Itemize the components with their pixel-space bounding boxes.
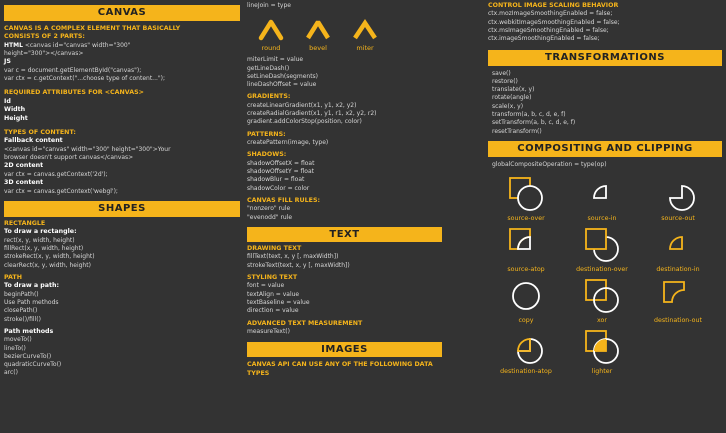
path-method-quadratic: quadraticCurveTo() [4,361,62,369]
transform-reset: resetTransform() [492,127,542,135]
transform-rotate: rotate(angle) [492,94,532,102]
textbaseline-line: textBaseline = value [247,299,310,307]
html-label: HTML [4,41,23,49]
join-round [253,16,289,52]
destination-in-label: destination-in [656,266,700,274]
transform-settransform: setTransform(a, b, c, d, e, f) [492,119,576,127]
path-methods-label: Path methods [4,327,54,335]
pattern-create: createPattern(image, type) [247,139,329,147]
images-intro-line1: CANVAS API CAN USE ANY OF THE FOLLOWING DATA [247,361,433,369]
round-join-icon [256,16,286,42]
source-atop-icon [507,226,545,264]
path-step-close: closePath() [4,307,38,315]
rectangle-title: RECTANGLE [4,219,46,227]
drawing-text-title: DRAWING TEXT [247,245,302,253]
direction-line: direction = value [247,307,299,315]
op-destination-out [640,277,716,324]
rectangle-label: To draw a rectangle: [4,228,77,236]
path-step-begin: beginPath() [4,290,39,298]
source-over-label: source-over [507,215,545,223]
path-method-bezier: bezierCurveTo() [4,352,52,360]
fallback-line1: <canvas id="canvas" width="300" height="300">Your [4,145,171,153]
linejoin-line: lineJoin = type [247,2,291,9]
strokerect-method: strokeRect(x, y, width, height) [4,253,95,261]
join-miter [347,16,383,52]
destination-over-label: destination-over [576,266,628,274]
canvas-js-line1: var c = document.getElementById("canvas"); [4,66,142,74]
gradient-radial: createRadialGradient(x1, y1, r1, x2, y2, r2) [247,110,377,118]
transform-save: save() [492,69,511,77]
destination-out-icon [659,277,697,315]
miter-join-icon [350,16,380,42]
shapes-header: SHAPES [4,201,240,217]
op-destination-atop [488,328,564,375]
join-bevel [300,16,336,52]
canvas-html-line1 [4,42,240,50]
path-step-methods: Use Path methods [4,298,59,306]
op-source-in [564,175,640,222]
copy-icon [507,277,545,315]
linedashoffset-line: lineDashOffset = value [247,81,317,89]
path-step-stroke: stroke()/fill() [4,315,41,323]
op-destination-in [640,226,716,273]
images-intro-line2: TYPES [247,369,270,377]
path-method-moveto: moveTo() [4,336,32,344]
textalign-line: textAlign = value [247,290,300,298]
content-2d-line: var ctx = canvas.getContext('2d'); [4,170,108,178]
source-in-icon [583,175,621,213]
js-label: JS [4,58,11,66]
text-header: TEXT [247,227,442,242]
column-canvas-shapes [4,0,240,378]
shadows-title: SHADOWS: [247,151,287,159]
content-2d-label: 2D content [4,162,44,170]
clearrect-method: clearRect(x, y, width, height) [4,261,91,269]
xor-label: xor [597,317,607,325]
gradient-linear: createLinearGradient(x1, y1, x2, y2) [247,101,357,109]
fill-rule-evenodd: "evenodd" rule [247,213,293,221]
stroketext-line: strokeText(text, x, y [, maxWidth]) [247,261,350,269]
destination-over-icon [583,226,621,264]
line-join-examples [253,16,383,52]
canvas-intro-line1: CANVAS IS A COMPLEX ELEMENT THAT BASICALLY [4,25,181,32]
source-over-icon [507,175,545,213]
transformations-header: TRANSFORMATIONS [488,50,722,66]
source-in-label: source-in [587,215,617,223]
miterlimit-line: miterLimit = value [247,56,304,64]
xor-icon [583,277,621,315]
required-attr-id: Id [4,97,11,105]
getlinedash-line: getLineDash() [247,64,290,72]
font-line: font = value [247,282,285,290]
canvas-js-line2: var ctx = c.getContext("...choose type of content..."); [4,75,166,83]
filltext-line: fillText(text, x, y [, maxWidth]) [247,253,339,261]
smoothing-webkit: ctx.webkitImageSmoothingEnabled = false; [488,18,620,26]
html-code-line1: <canvas id="canvas" width="300" [24,41,131,49]
destination-atop-icon [507,328,545,366]
op-copy [488,277,564,324]
shadow-offset-y: shadowOffsetY = float [247,168,315,176]
required-attr-width: Width [4,106,26,114]
types-of-content-title: TYPES OF CONTENT: [4,129,76,137]
fallback-line2: browser doesn't support canvas</canvas> [4,154,134,162]
path-method-arc: arc() [4,369,18,377]
source-out-icon [659,175,697,213]
composite-op-line: globalCompositeOperation = type(op) [492,160,607,168]
patterns-title: PATTERNS: [247,130,286,138]
op-source-over [488,175,564,222]
content-3d-line: var ctx = canvas.getContext('webgl'); [4,187,118,195]
source-out-label: source-out [661,215,695,223]
canvas-intro-line2: CONSISTS OF 2 PARTS: [4,33,85,41]
smoothing-standard: ctx.imageSmoothingEnabled = false; [488,35,600,43]
required-attr-height: Height [4,114,28,122]
transform-scale: scale(x, y) [492,102,524,110]
transform-restore: restore() [492,77,518,85]
advanced-text-title: ADVANCED TEXT MEASUREMENT [247,319,363,327]
fillrect-method: fillRect(x, y, width, height) [4,244,84,252]
lighter-label: lighter [591,368,613,376]
op-source-atop [488,226,564,273]
compositing-grid [488,175,722,375]
path-title: PATH [4,273,22,281]
smoothing-moz: ctx.mozImageSmoothingEnabled = false; [488,10,613,18]
lighter-icon [583,328,621,366]
copy-label: copy [518,317,534,325]
shadow-offset-x: shadowOffsetX = float [247,159,315,167]
smoothing-ms: ctx.msImageSmoothingEnabled = false; [488,27,609,34]
op-xor [564,277,640,324]
gradient-colorstop: gradient.addColorStop(position, color) [247,118,362,126]
fallback-label: Fallback content [4,137,63,145]
fill-rules-title: CANVAS FILL RULES: [247,197,321,205]
destination-in-icon [659,226,697,264]
path-method-lineto: lineTo() [4,344,26,352]
column-styles-text-images [247,0,442,378]
content-3d-label: 3D content [4,179,44,187]
join-bevel-label: bevel [309,44,327,53]
compositing-header: COMPOSITING AND CLIPPING [488,141,722,157]
fill-rule-nonzero: "nonzero" rule [247,205,291,213]
destination-out-label: destination-out [654,317,702,325]
shadow-blur: shadowBlur = float [247,176,305,184]
source-atop-label: source-atop [507,266,545,274]
transform-transform: transform(a, b, c, d, e, f) [492,111,566,119]
op-source-out [640,175,716,222]
path-label: To draw a path: [4,282,60,290]
gradients-title: GRADIENTS: [247,93,291,101]
required-attributes-title: REQUIRED ATTRIBUTES FOR <CANVAS> [4,89,144,97]
op-destination-over [564,226,640,273]
styling-text-title: STYLING TEXT [247,274,298,282]
transform-translate: translate(x, y) [492,86,535,94]
rect-method: rect(x, y, width, height) [4,236,75,244]
smoothing-title: CONTROL IMAGE SCALING BEHAVIOR [488,2,619,9]
shadow-color: shadowColor = color [247,184,310,192]
bevel-join-icon [303,16,333,42]
measuretext-line: measureText() [247,328,290,336]
canvas-header: CANVAS [4,5,240,21]
setlinedash-line: setLineDash(segments) [247,72,319,80]
column-transform-compositing [488,0,722,375]
images-header: IMAGES [247,342,442,357]
op-lighter [564,328,640,375]
canvas-html-line2: height="300"></canvas> [4,50,84,58]
join-round-label: round [261,44,281,53]
join-miter-label: miter [356,44,374,53]
destination-atop-label: destination-atop [500,368,552,376]
